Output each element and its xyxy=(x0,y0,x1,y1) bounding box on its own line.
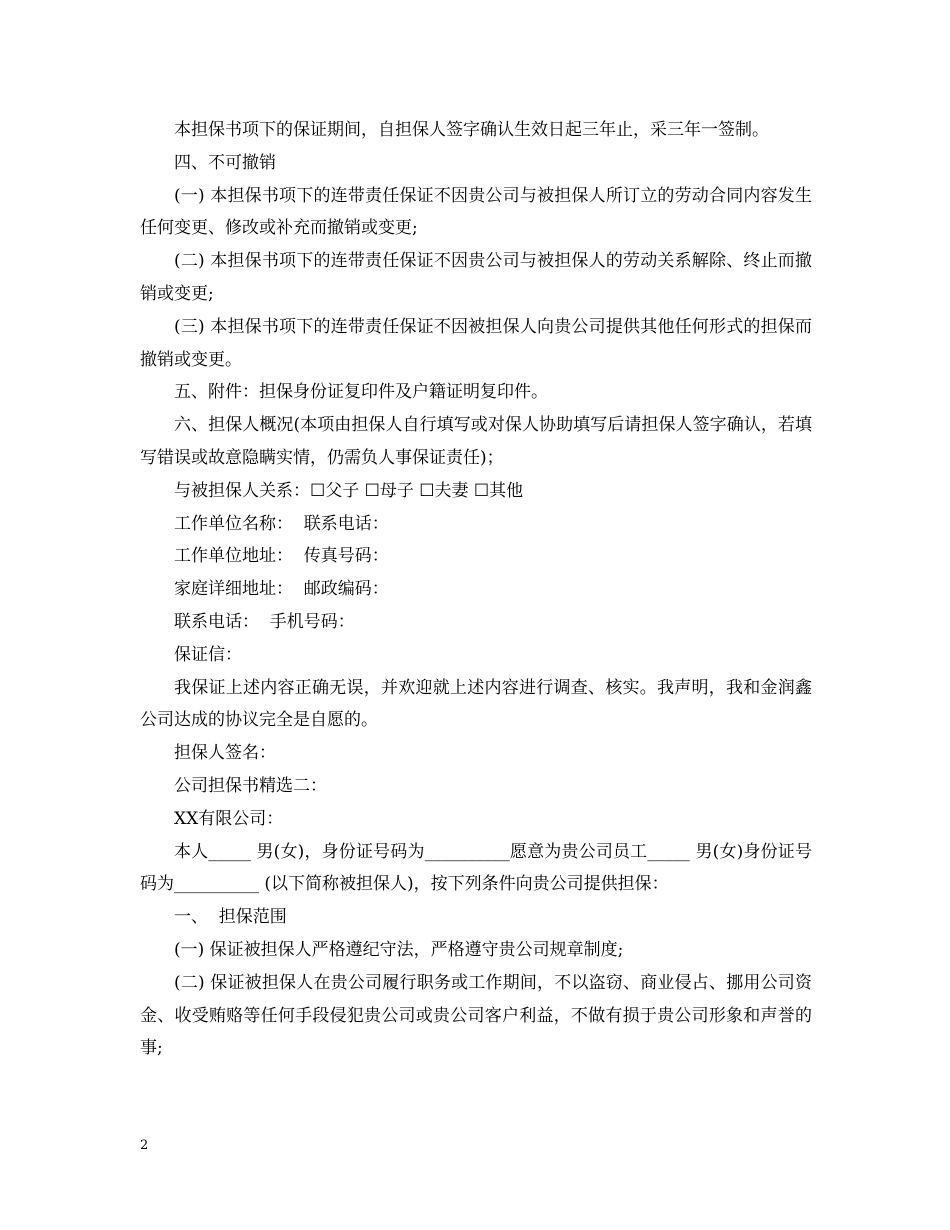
document-body xyxy=(140,114,812,1065)
section-heading-scope: 一、 担保范围 xyxy=(174,907,287,928)
field-guarantor-signature: 担保人签名： xyxy=(174,743,276,764)
paragraph-declaration: 我保证上述内容正确无误，并欢迎就上述内容进行调查、核实。我声明，我和金润鑫公司达成的协议完全是自愿的。 xyxy=(140,677,812,731)
heading-guarantee-letter: 保证信： xyxy=(174,644,242,665)
section-heading-irrevocable: 四、不可撤销 xyxy=(174,152,276,173)
paragraph-clause-2: (二) 本担保书项下的连带责任保证不因贵公司与被担保人的劳动关系解除、终止而撤销或变更; xyxy=(140,251,812,304)
field-relationship: 与被担保人关系：☐父子 ☐母子 ☐夫妻 ☐其他 xyxy=(174,480,524,501)
field-home-address: 家庭详细地址： 邮政编码： xyxy=(174,579,389,600)
paragraph-guarantee-period: 本担保书项下的保证期间，自担保人签字确认生效日起三年止，采三年一签制。 xyxy=(174,120,769,140)
paragraph-intro: 本人_____ 男(女)，身份证号码为__________愿意为贵公司员工_____ 男(女)身份证号码为__________ (以下简称被担保人)，按下列条件向贵公司提供担保： xyxy=(140,841,812,895)
paragraph-clause-3: (三) 本担保书项下的连带责任保证不因被担保人向贵公司提供其他任何形式的担保而撤销或变更。 xyxy=(140,316,812,370)
paragraph-clause-1: (一) 本担保书项下的连带责任保证不因贵公司与被担保人所订立的劳动合同内容发生任何变更、修改或补充而撤销或变更; xyxy=(140,185,812,239)
heading-second-template: 公司担保书精选二： xyxy=(174,775,327,796)
paragraph-scope-2: (二) 保证被担保人在贵公司履行职务或工作期间，不以盗窃、商业侵占、挪用公司资金、收受贿赂等任何手段侵犯贵公司或贵公司客户利益，不做有损于贵公司形象和声誉的事; xyxy=(140,972,812,1059)
field-work-unit-address: 工作单位地址： 传真号码： xyxy=(174,546,389,567)
paragraph-guarantor-overview: 六、担保人概况(本项由担保人自行填写或对保人协助填写后请担保人签字确认，若填写错误或故意隐瞒实情，仍需负人事保证责任)； xyxy=(140,415,812,468)
addressee: XX有限公司： xyxy=(174,808,284,829)
field-contact-phone: 联系电话： 手机号码： xyxy=(174,611,355,632)
paragraph-scope-1: (一) 保证被担保人严格遵纪守法，严格遵守贵公司规章制度; xyxy=(174,939,624,960)
paragraph-attachments: 五、附件：担保身份证复印件及户籍证明复印件。 xyxy=(174,382,548,403)
page-number: 2 xyxy=(140,1138,149,1153)
field-work-unit-name: 工作单位名称： 联系电话： xyxy=(174,513,389,534)
